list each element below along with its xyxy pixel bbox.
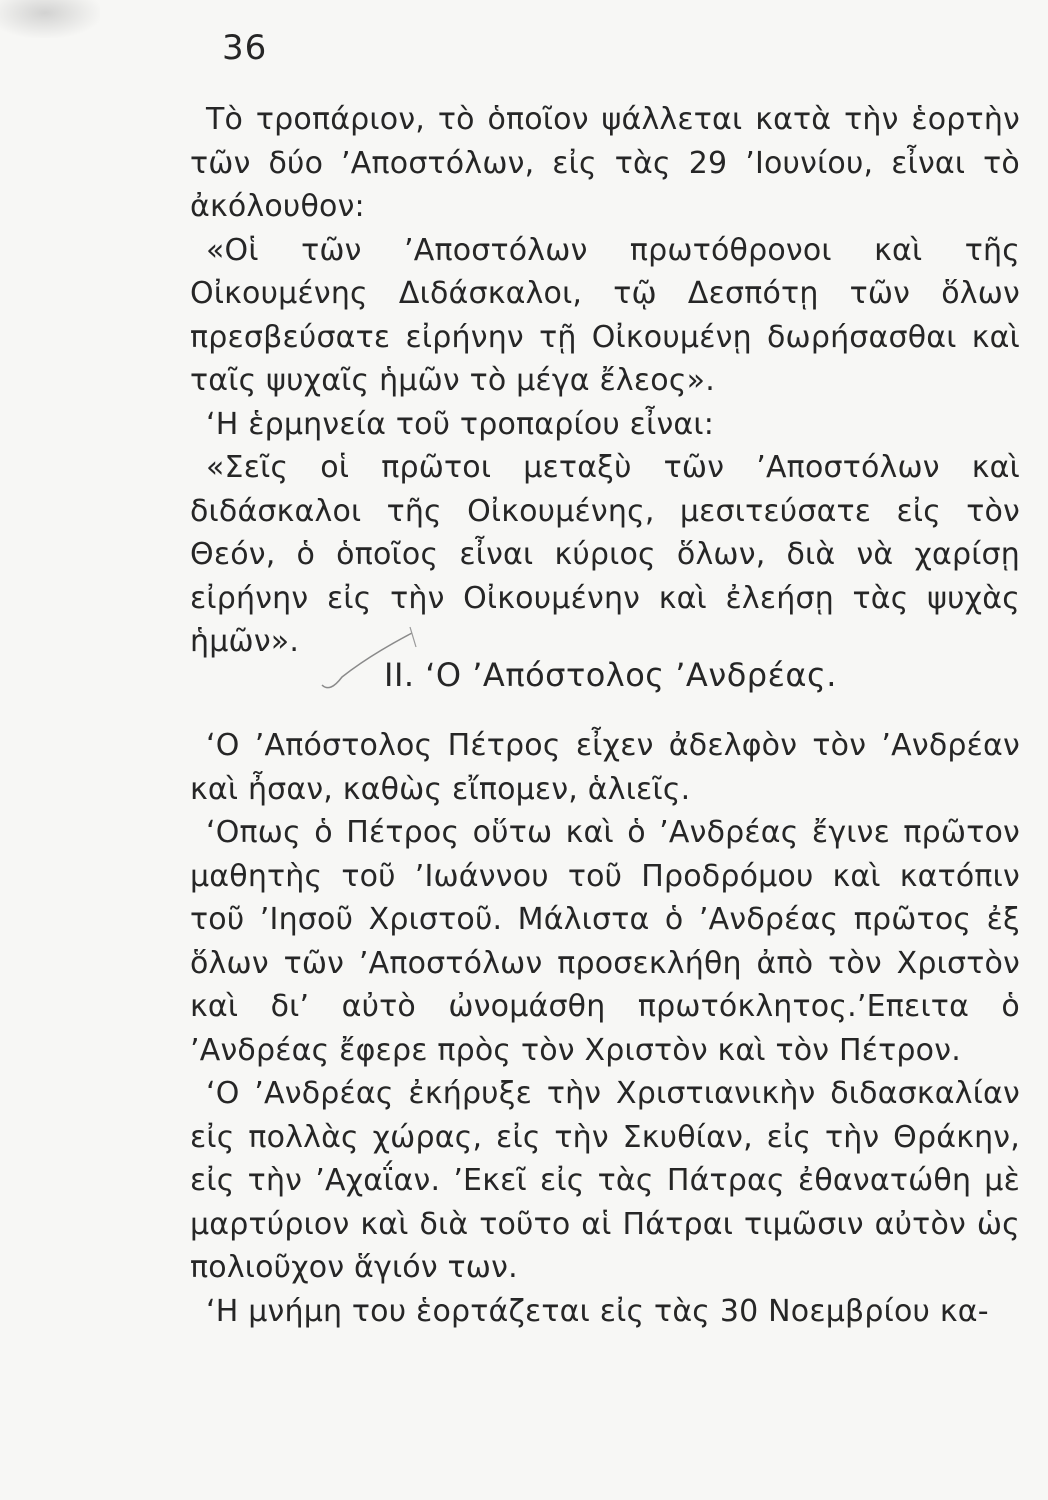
section-heading: ΙΙ. ‘Ο ’Απόστολος ’Ανδρέας. [384,656,837,694]
paragraph-andreas-brother: ‘Ο ’Απόστολος Πέτρος εἶχεν ἀδελφὸν τὸν ’Ανδρέαν καὶ ἦσαν, καθὼς εἴπομεν, ἁλιεῖς. [190,728,1020,807]
page-number: 36 [222,28,268,68]
text-block-andreas [190,724,1020,1333]
paragraph-andreas-first-called: ‘Οπως ὁ Πέτρος οὕτω καὶ ὁ ’Ανδρέας ἔγινε πρῶτον μαθητὴς τοῦ ’Ιωάννου τοῦ Προδρόμου καὶ κατόπιν τοῦ ’Ιησοῦ Χριστοῦ. Μάλιστα ὁ ’Ανδρέας πρῶτος ἐξ ὅλων τῶν ’Αποστόλων προσεκλήθη ἀπὸ τὸν Χριστὸν καὶ δι’ αὐτὸ ὠνομάσθη πρωτόκλητος.’Επειτα ὁ ’Ανδρέας ἔφερε πρὸς τὸν Χριστὸν καὶ τὸν Πέτρον. [190,815,1020,1068]
paragraph-interpretation-text: «Σεῖς οἱ πρῶτοι μεταξὺ τῶν ’Αποστόλων καὶ διδάσκαλοι τῆς Οἰκουμένης, μεσιτεύσατε εἰς τὸν Θεόν, ὁ ὁποῖος εἶναι κύριος ὅλων, διὰ νὰ χαρίσῃ εἰρήνην εἰς τὴν Οἰκουμένην καὶ ἐλεήσῃ τὰς ψυχὰς ἡμῶν». [190,450,1020,659]
paragraph-andreas-feast: ‘Η μνήμη του ἑορτάζεται εἰς τὰς 30 Νοεμβρίου κα- [206,1293,989,1329]
page-corner-smudge [0,0,100,38]
paragraph-andreas-preaching: ‘Ο ’Ανδρέας ἐκήρυξε τὴν Χριστιανικὴν διδασκαλίαν εἰς πολλὰς χώρας, εἰς τὴν Σκυθίαν, εἰς τὴν Θράκην, εἰς τὴν ’Αχαΐαν. ’Εκεῖ εἰς τὰς Πάτρας ἐθανατώθη μὲ μαρτύριον καὶ διὰ τοῦτο αἱ Πάτραι τιμῶσιν αὐτὸν ὡς πολιοῦχον ἅγιόν των. [190,1076,1020,1285]
paragraph-interpretation-label: ‘Η ἑρμηνεία τοῦ τροπαρίου εἶναι: [206,406,715,442]
text-block-tropario [190,98,1020,664]
paragraph-intro: Τὸ τροπάριον, τὸ ὁποῖον ψάλλεται κατὰ τὴν ἑορτὴν τῶν δύο ’Αποστόλων, εἰς τὰς 29 ’Ιουνίου, εἶναι τὸ ἀκόλουθον: [190,102,1020,224]
paragraph-troparion-quote: «Οἱ τῶν ’Αποστόλων πρωτόθρονοι καὶ τῆς Οἰκουμένης Διδάσκαλοι, τῷ Δεσπότῃ τῶν ὅλων πρεσβεύσατε εἰρήνην τῇ Οἰκουμένῃ δωρήσασθαι καὶ ταῖς ψυχαῖς ἡμῶν τὸ μέγα ἔλεος». [190,232,1020,398]
